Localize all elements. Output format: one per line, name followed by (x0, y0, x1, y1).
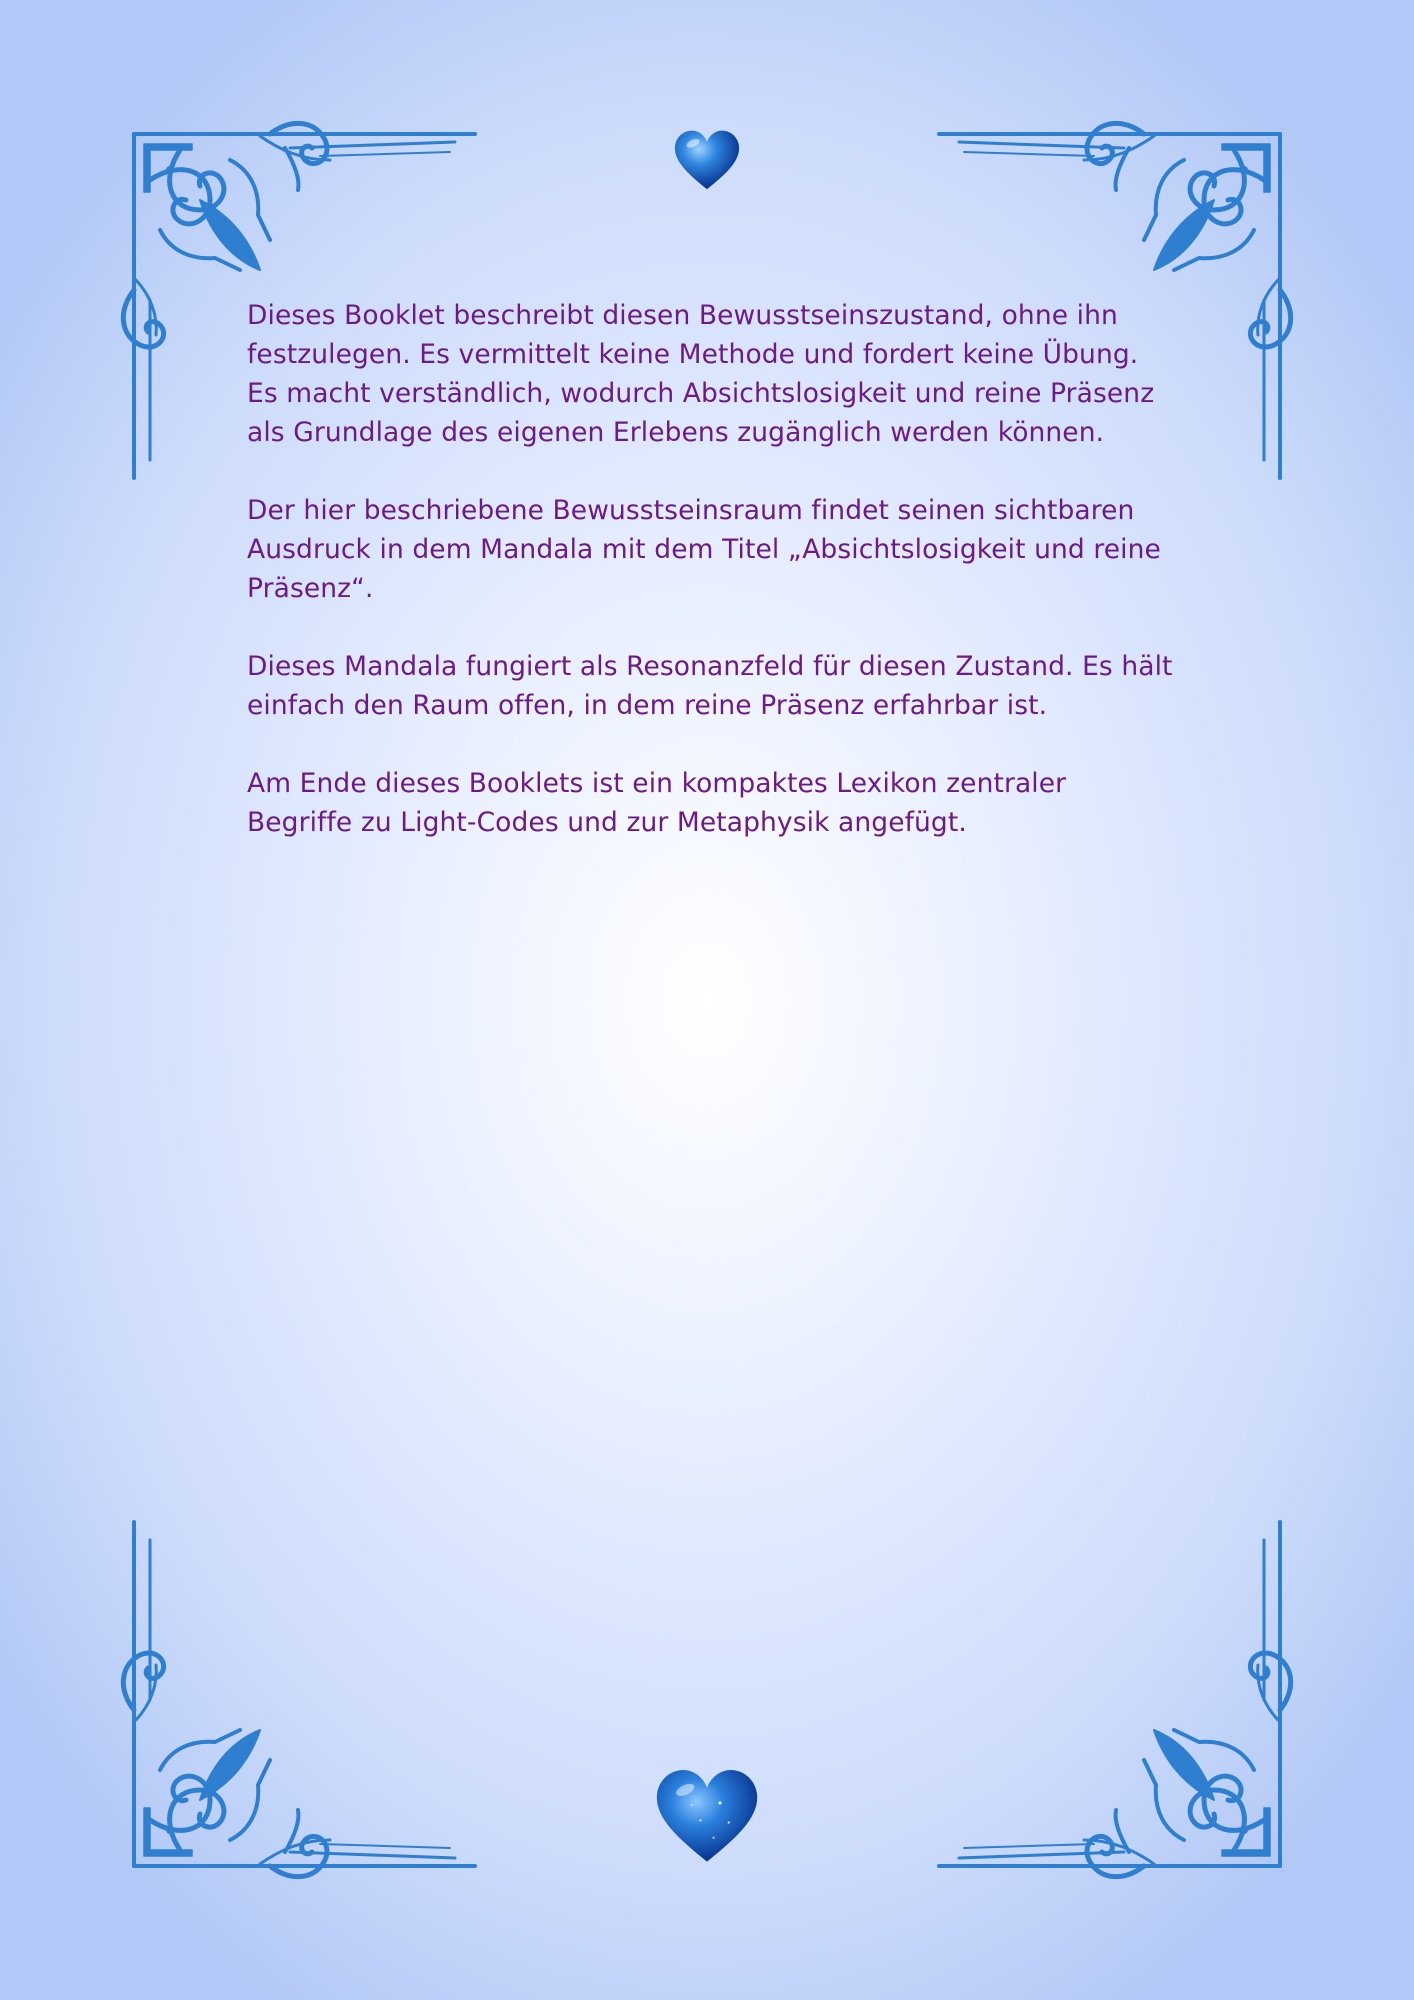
paragraph-mandala-title: Der hier beschriebene Bewusstseinsraum findet seinen sichtbaren Ausdruck in dem Mandala mit dem Titel „Absichtslosigkeit und reine Präsenz“. (247, 495, 1161, 604)
corner-ornament-bottom-left-icon (120, 1520, 480, 1880)
paragraph-lexicon: Am Ende dieses Booklets ist ein kompaktes Lexikon zentraler Begriffe zu Light-Codes und zur Metaphysik angefügt. (247, 768, 1067, 838)
corner-ornament-bottom-right-icon (934, 1520, 1294, 1880)
paragraph-intro: Dieses Booklet beschreibt diesen Bewusstseinszustand, ohne ihn festzulegen. Es vermittelt keine Methode und fordert keine Übung. Es macht verständlich, wodurch Absichtslosigkeit und reine Präsenz als Grundlage des eigenen Erlebens zugänglich werden können. (247, 300, 1155, 448)
booklet-text (247, 296, 1177, 881)
blue-heart-top-icon (672, 128, 742, 192)
blue-heart-bottom-icon (652, 1766, 762, 1866)
paragraph-resonance: Dieses Mandala fungiert als Resonanzfeld für diesen Zustand. Es hält einfach den Raum offen, in dem reine Präsenz erfahrbar ist. (247, 651, 1173, 721)
